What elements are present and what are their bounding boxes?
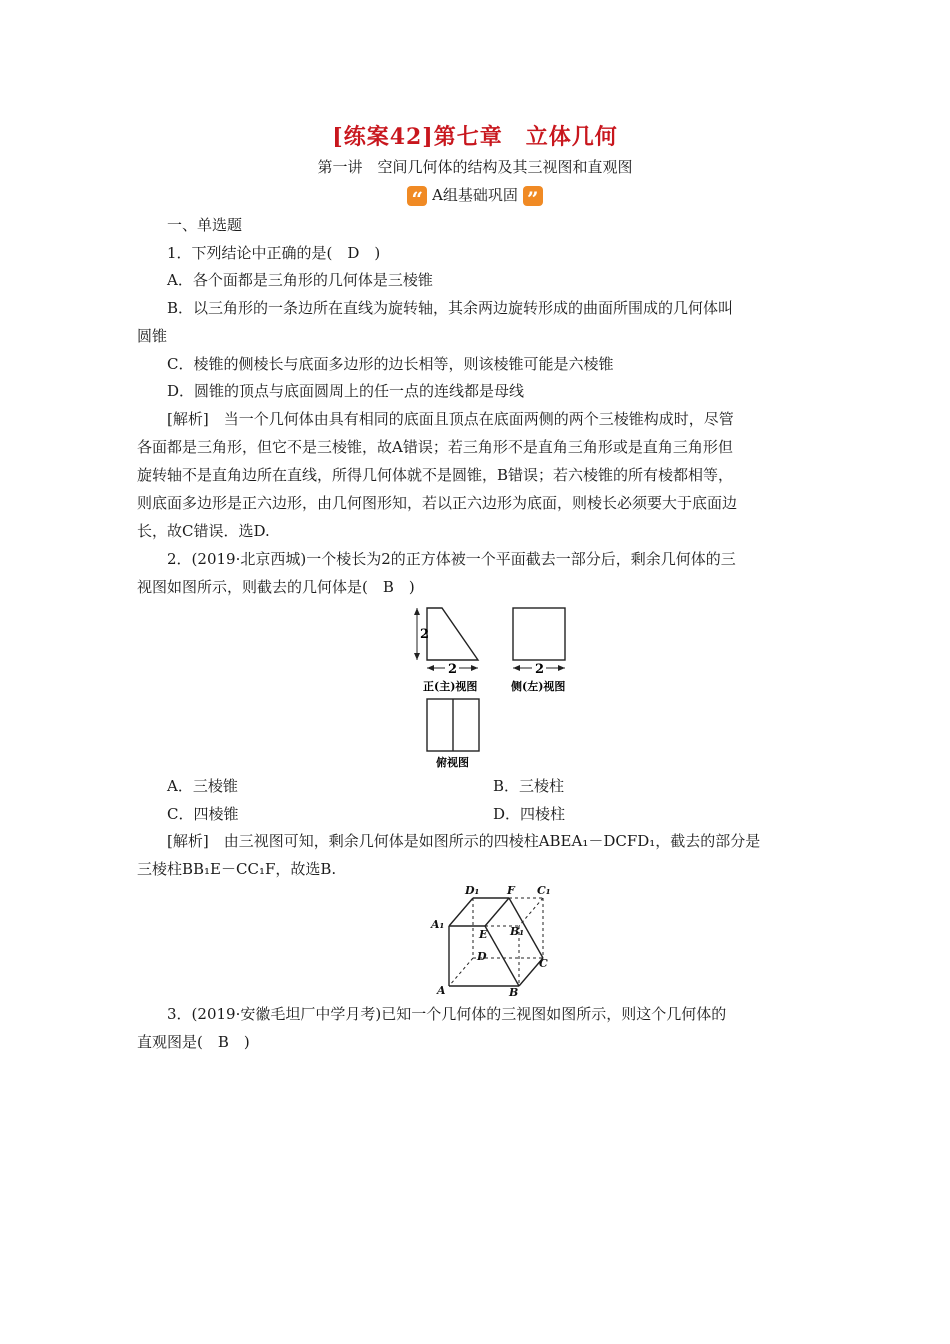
- q2-option-b: B．三棱柱: [493, 777, 565, 795]
- vertex-label: B₁: [510, 925, 525, 938]
- q1-analysis-line: 旋转轴不是直角边所在直线，所得几何体就不是圆锥，B错误；若六棱锥的所有棱都相等，: [137, 466, 734, 484]
- q2-option-a: A．三棱锥: [167, 777, 238, 795]
- vertex-label: C: [539, 957, 548, 970]
- arrow-icon: [427, 665, 434, 671]
- q1-option-a: A．各个面都是三角形的几何体是三棱锥: [167, 271, 433, 289]
- q2-analysis-line: [解析] 由三视图可知，剩余几何体是如图所示的四棱柱ABEA₁－DCFD₁，截去的部分是: [167, 832, 761, 850]
- prism-solid-figure: [425, 882, 565, 998]
- arrow-icon: [513, 665, 520, 671]
- arrow-icon: [558, 665, 565, 671]
- q3-stem: 3．(2019·安徽毛坦厂中学月考)已知一个几何体的三视图如图所示，则这个几何体的: [167, 1005, 727, 1023]
- front-height-label: 2: [420, 627, 430, 642]
- vertex-label: B: [509, 986, 519, 998]
- close-quote-icon: ”: [523, 186, 543, 206]
- vertex-label: F: [507, 884, 515, 897]
- lecture-subtitle: 第一讲 空间几何体的结构及其三视图和直观图: [317, 158, 633, 176]
- top-view-caption: 俯视图: [436, 756, 469, 769]
- q3-stem-cont: 直观图是( B ): [137, 1033, 250, 1051]
- vertex-label: D: [477, 950, 487, 963]
- arrow-icon: [414, 608, 420, 615]
- q1-option-b-cont: 圆锥: [137, 327, 168, 345]
- vertex-label: A₁: [431, 918, 445, 931]
- side-view-caption: 侧(左)视图: [511, 680, 566, 693]
- side-width-label: 2: [535, 662, 545, 677]
- q2-stem-cont: 视图如图所示，则截去的几何体是( B ): [137, 578, 415, 596]
- q2-analysis-line: 三棱柱BB₁E－CC₁F，故选B.: [137, 860, 337, 878]
- vertex-label: E: [479, 928, 488, 941]
- q1-analysis-line: 各面都是三角形，但它不是三棱锥，故A错误；若三角形不是直角三角形或是直角三角形但: [137, 438, 733, 456]
- visible-edge: [485, 898, 509, 926]
- group-heading: [0, 184, 950, 211]
- q1-option-c: C．棱锥的侧棱长与底面多边形的边长相等，则该棱锥可能是六棱锥: [167, 355, 614, 373]
- q1-analysis-line: [解析] 当一个几何体由具有相同的底面且顶点在底面两侧的两个三棱锥构成时，尽管: [167, 410, 734, 428]
- front-width-label: 2: [448, 662, 458, 677]
- vertex-label: C₁: [537, 884, 551, 897]
- arrow-icon: [471, 665, 478, 671]
- section-heading: 一、单选题: [167, 216, 243, 234]
- q2-stem: 2．(2019·北京西城)一个棱长为2的正方体被一个平面截去一部分后，剩余几何体的三: [167, 550, 736, 568]
- vertex-label: A: [437, 984, 446, 997]
- q2-option-d: D．四棱柱: [493, 805, 566, 823]
- hidden-edge: [449, 958, 473, 986]
- vertex-label: D₁: [465, 884, 480, 897]
- visible-edge: [449, 898, 473, 926]
- three-view-figure: [400, 602, 590, 772]
- q1-analysis-line: 长，故C错误．选D.: [137, 522, 270, 540]
- q1-option-b: B．以三角形的一条边所在直线为旋转轴，其余两边旋转形成的曲面所围成的几何体叫: [167, 299, 734, 317]
- q1-stem: 1．下列结论中正确的是( D ): [167, 244, 381, 262]
- q1-option-d: D．圆锥的顶点与底面圆周上的任一点的连线都是母线: [167, 382, 525, 400]
- page-title: [练案42]第七章 立体几何: [332, 124, 618, 150]
- q2-option-c: C．四棱锥: [167, 805, 239, 823]
- side-view-shape: [513, 608, 565, 660]
- q1-analysis-line: 则底面多边形是正六边形，由几何图形知，若以正六边形为底面，则棱长必须要大于底面边: [137, 494, 738, 512]
- open-quote-icon: “: [407, 186, 427, 206]
- front-view-shape: [427, 608, 478, 660]
- arrow-icon: [414, 653, 420, 660]
- front-view-caption: 正(主)视图: [423, 680, 478, 693]
- group-label: A组基础巩固: [432, 186, 518, 204]
